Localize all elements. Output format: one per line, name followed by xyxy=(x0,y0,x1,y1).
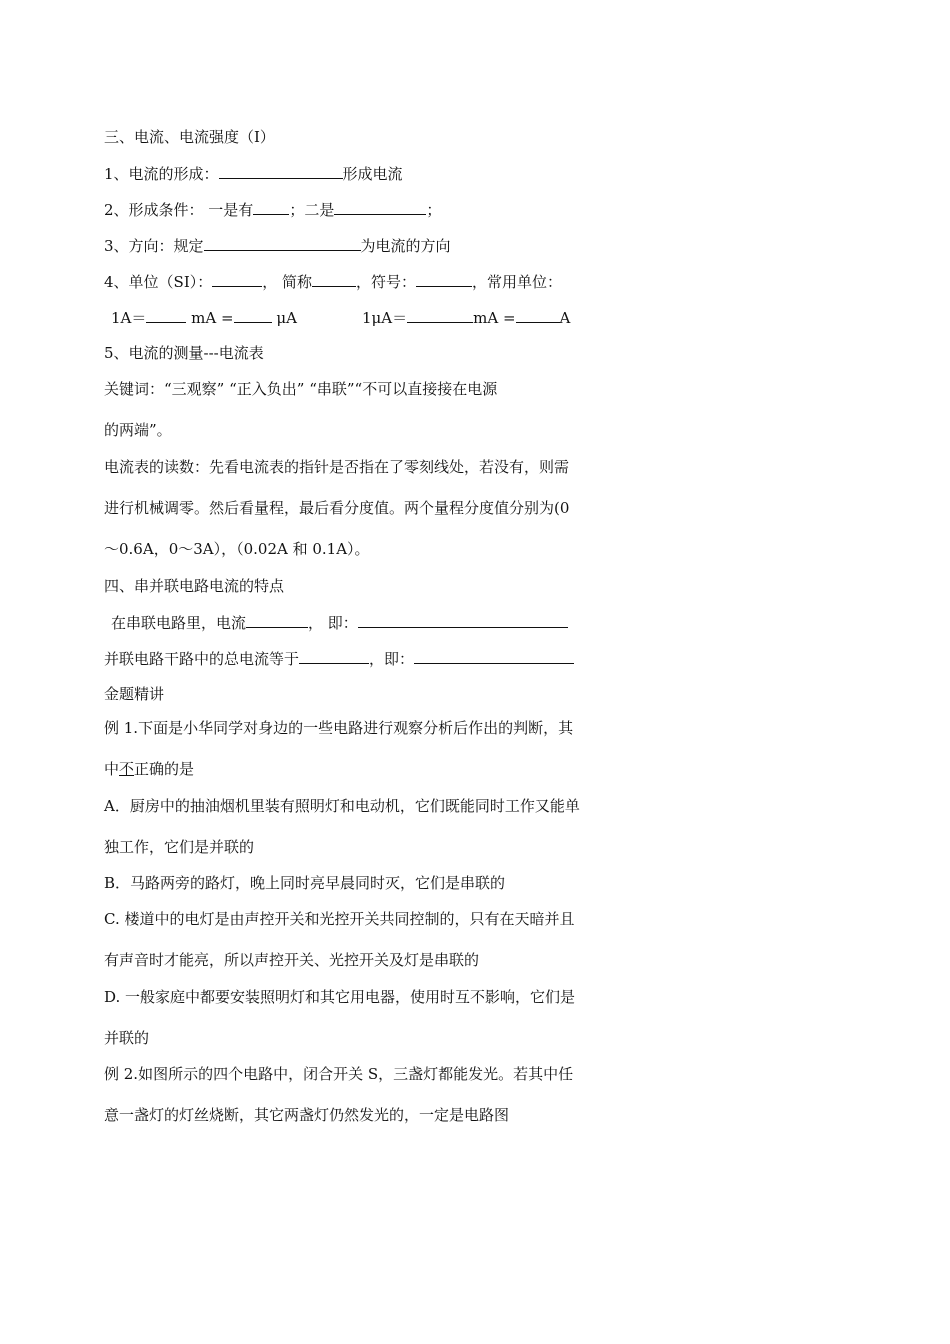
q4-prefix: 4、单位（SI）： xyxy=(104,273,213,291)
q1-line xyxy=(104,163,403,184)
units-a: 1A＝ xyxy=(111,309,147,327)
series-blank-1[interactable] xyxy=(246,612,308,628)
option-d-line-1: D. 一般家庭中都要安装照明灯和其它用电器，使用时互不影响，它们是 xyxy=(104,988,576,1006)
q1-suffix: 形成电流 xyxy=(342,165,403,183)
units-blank-a[interactable] xyxy=(516,307,560,323)
units-b: mA = xyxy=(186,309,234,327)
q4-blank-abbr[interactable] xyxy=(312,271,356,287)
option-b: B．马路两旁的路灯，晚上同时亮早晨同时灭，它们是串联的 xyxy=(104,874,506,892)
q1-prefix: 1、电流的形成： xyxy=(104,165,219,183)
units-f: A xyxy=(559,309,571,327)
q2-blank-2[interactable] xyxy=(334,199,426,215)
units-blank-ma2[interactable] xyxy=(407,307,473,323)
units-blank-ua[interactable] xyxy=(234,307,272,323)
example1-line-2 xyxy=(104,759,194,779)
section3-title: 三、电流、电流强度（I） xyxy=(104,128,275,146)
q2-blank-1[interactable] xyxy=(253,199,289,215)
example1-pre: 中 xyxy=(104,760,120,778)
q4-p3: ，符号： xyxy=(356,273,417,291)
q4-blank-symbol[interactable] xyxy=(416,271,472,287)
units-d: 1μA＝ xyxy=(362,309,408,327)
q3-prefix: 3、方向：规定 xyxy=(104,237,204,255)
q4-p2: ， 简称 xyxy=(262,273,313,291)
example1-line-1: 例 1.下面是小华同学对身边的一些电路进行观察分析后作出的判断，其 xyxy=(104,719,574,737)
q4-p4: ，常用单位： xyxy=(472,273,563,291)
q4-line xyxy=(104,271,562,292)
q1-blank[interactable] xyxy=(219,163,343,179)
series-line xyxy=(111,612,568,633)
q2-suffix: ； xyxy=(426,201,442,219)
q3-blank[interactable] xyxy=(204,235,361,251)
q3-suffix: 为电流的方向 xyxy=(360,237,451,255)
q2-mid: ；二是 xyxy=(289,201,335,219)
series-prefix: 在串联电路里，电流 xyxy=(111,614,247,632)
parallel-blank-2[interactable] xyxy=(414,648,574,664)
keywords-line-2: 的两端”。 xyxy=(104,421,172,439)
reading-line-3: ～0.6A，0～3A），（0.02A 和 0.1A）。 xyxy=(104,540,370,558)
parallel-line xyxy=(104,648,574,669)
reading-line-1: 电流表的读数：先看电流表的指针是否指在了零刻线处，若没有，则需 xyxy=(104,458,570,476)
keywords-line-1: 关键词：“三观察” “正入负出” “串联”“不可以直接接在电源 xyxy=(104,380,498,398)
series-blank-2[interactable] xyxy=(358,612,568,628)
parallel-prefix: 并联电路干路中的总电流等于 xyxy=(104,650,300,668)
reading-line-2: 进行机械调零。然后看量程，最后看分度值。两个量程分度值分别为(0 xyxy=(104,499,570,517)
example1-post: 正确的是 xyxy=(134,760,195,778)
q2-line xyxy=(104,199,441,220)
units-line xyxy=(111,307,297,328)
example2-line-1: 例 2.如图所示的四个电路中，闭合开关 S，三盏灯都能发光。若其中任 xyxy=(104,1065,574,1083)
option-c-line-2: 有声音时才能亮，所以声控开关、光控开关及灯是串联的 xyxy=(104,951,480,969)
units-blank-ma[interactable] xyxy=(146,307,186,323)
q3-line xyxy=(104,235,451,256)
units-e: mA = xyxy=(473,309,516,327)
q4-blank-unit[interactable] xyxy=(212,271,262,287)
parallel-blank-1[interactable] xyxy=(299,648,369,664)
q5-title: 5、电流的测量---电流表 xyxy=(104,344,264,362)
series-mid: ， 即： xyxy=(308,614,358,632)
example1-underlined: 不 xyxy=(119,760,135,778)
option-a-line-2: 独工作，它们是并联的 xyxy=(104,838,255,856)
option-d-line-2: 并联的 xyxy=(104,1029,150,1047)
option-a-line-1: A．厨房中的抽油烟机里装有照明灯和电动机，它们既能同时工作又能单 xyxy=(104,797,580,815)
option-c-line-1: C. 楼道中的电灯是由声控开关和光控开关共同控制的，只有在天暗并且 xyxy=(104,910,575,928)
q2-prefix: 2、形成条件： 一是有 xyxy=(104,201,254,219)
section4-title: 四、串并联电路电流的特点 xyxy=(104,577,285,595)
example2-line-2: 意一盏灯的灯丝烧断，其它两盏灯仍然发光的，一定是电路图 xyxy=(104,1106,510,1124)
units-c: μA xyxy=(271,309,297,327)
gold-title: 金题精讲 xyxy=(104,685,165,703)
parallel-mid: ，即： xyxy=(369,650,415,668)
units-line-2 xyxy=(362,307,570,328)
